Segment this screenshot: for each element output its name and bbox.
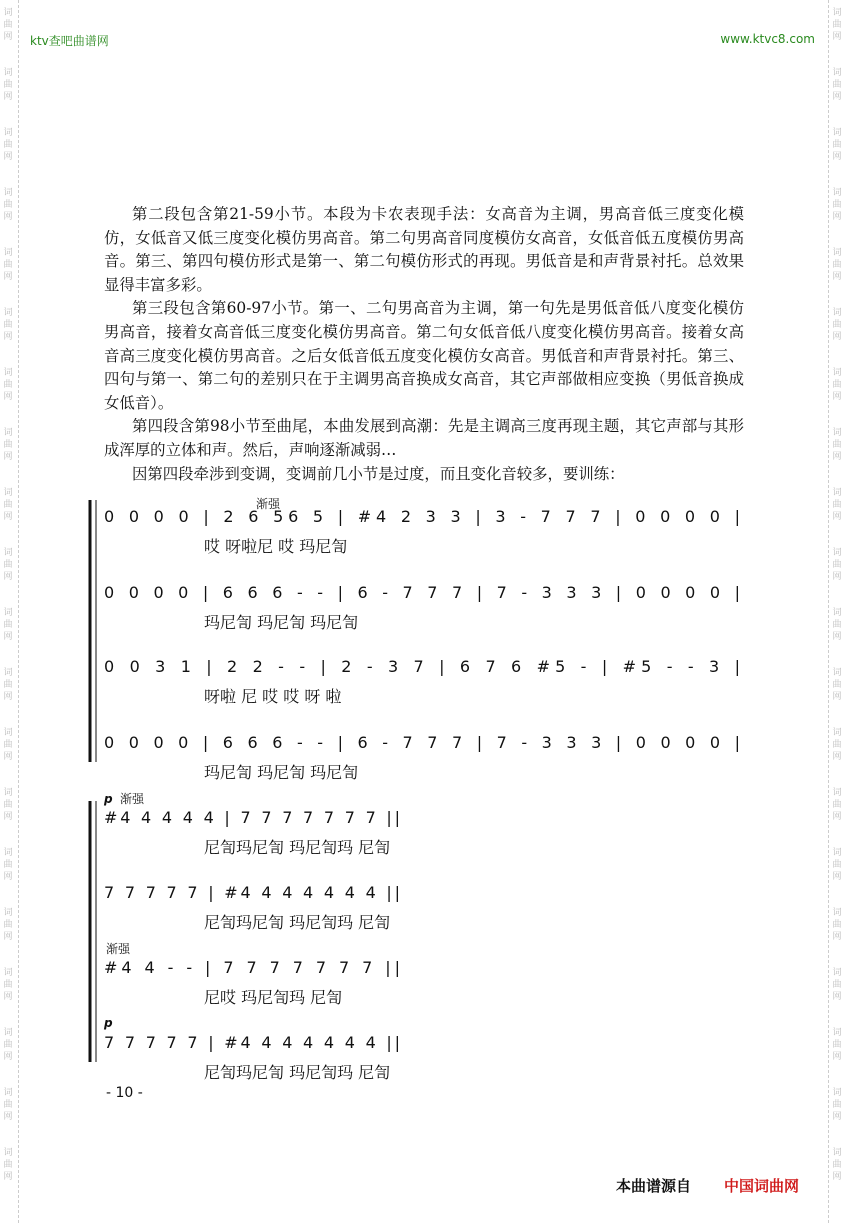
watermark-char: 网 bbox=[832, 332, 842, 342]
watermark-char: 词 bbox=[832, 968, 842, 978]
watermark-char: 词 bbox=[832, 1028, 842, 1038]
watermark-char: 网 bbox=[3, 392, 13, 402]
header-site-url[interactable]: www.ktvc8.com bbox=[720, 32, 815, 46]
watermark-char: 网 bbox=[3, 572, 13, 582]
watermark-char: 词 bbox=[832, 848, 842, 858]
watermark-char: 曲 bbox=[832, 1100, 842, 1110]
watermark-char: 词 bbox=[832, 548, 842, 558]
watermark-char: 词 bbox=[3, 788, 13, 798]
watermark-char: 网 bbox=[832, 632, 842, 642]
footer-source-site[interactable]: 中国词曲网 bbox=[724, 1177, 800, 1195]
watermark-char: 网 bbox=[3, 212, 13, 222]
watermark-char: 网 bbox=[832, 272, 842, 282]
watermark-char: 网 bbox=[3, 992, 13, 1002]
system-1-lyrics-part-4: 玛尼訇 玛尼訇 玛尼訇 bbox=[204, 763, 359, 782]
watermark-char: 词 bbox=[3, 428, 13, 438]
watermark-char: 网 bbox=[832, 812, 842, 822]
watermark-char: 网 bbox=[832, 1112, 842, 1122]
system-2-notes-part-2: 7 7 7 7 7 | #4 4 4 4 4 4 4 || bbox=[104, 883, 400, 902]
watermark-char: 词 bbox=[832, 128, 842, 138]
watermark-char: 词 bbox=[3, 188, 13, 198]
watermark-char: 曲 bbox=[3, 20, 13, 30]
system-2-lyrics-part-4: 尼訇玛尼訇 玛尼訇玛 尼訇 bbox=[204, 1063, 391, 1082]
watermark-char: 网 bbox=[3, 32, 13, 42]
dynamic-crescendo-1: 渐强 bbox=[256, 497, 281, 511]
watermark-char: 词 bbox=[832, 8, 842, 18]
watermark-char: 词 bbox=[832, 488, 842, 498]
watermark-char: 曲 bbox=[3, 980, 13, 990]
watermark-char: 网 bbox=[3, 1052, 13, 1062]
watermark-char: 网 bbox=[3, 92, 13, 102]
watermark-char: 词 bbox=[3, 308, 13, 318]
watermark-char: 曲 bbox=[3, 620, 13, 630]
watermark-char: 词 bbox=[832, 308, 842, 318]
dynamic-crescendo-3: 渐强 bbox=[106, 942, 131, 956]
watermark-char: 网 bbox=[3, 272, 13, 282]
watermark-char: 词 bbox=[3, 368, 13, 378]
watermark-char: 曲 bbox=[3, 1040, 13, 1050]
system-1-lyrics-part-1: 哎 呀啦尼 哎 玛尼訇 bbox=[204, 537, 348, 556]
footer-source-label: 本曲谱源自 bbox=[616, 1177, 692, 1195]
watermark-char: 词 bbox=[832, 368, 842, 378]
watermark-char: 词 bbox=[3, 968, 13, 978]
system-1-notes-part-2: 0 0 0 0 | 6 6 6 - - | 6 - 7 7 7 | 7 - 3 3 3 | 0 0 0 0 | bbox=[104, 583, 740, 602]
dynamic-piano-1: p bbox=[104, 792, 113, 806]
watermark-char: 曲 bbox=[832, 80, 842, 90]
watermark-char: 词 bbox=[3, 248, 13, 258]
watermark-char: 网 bbox=[832, 212, 842, 222]
watermark-char: 曲 bbox=[3, 740, 13, 750]
watermark-char: 网 bbox=[832, 932, 842, 942]
watermark-char: 网 bbox=[3, 152, 13, 162]
watermark-char: 曲 bbox=[832, 260, 842, 270]
watermark-char: 曲 bbox=[3, 560, 13, 570]
watermark-char: 网 bbox=[832, 152, 842, 162]
watermark-char: 词 bbox=[3, 1028, 13, 1038]
watermark-char: 词 bbox=[832, 668, 842, 678]
watermark-char: 曲 bbox=[3, 680, 13, 690]
watermark-char: 网 bbox=[832, 92, 842, 102]
system-1-lyrics-part-3: 呀啦 尼 哎 哎 呀 啦 bbox=[204, 687, 342, 706]
page-number: - 10 - bbox=[106, 1085, 143, 1101]
watermark-char: 词 bbox=[832, 1148, 842, 1158]
watermark-char: 网 bbox=[832, 1052, 842, 1062]
watermark-char: 曲 bbox=[832, 200, 842, 210]
watermark-char: 曲 bbox=[3, 320, 13, 330]
paragraph-section-4: 第四段含第98小节至曲尾，本曲发展到高潮：先是主调高三度再现主题，其它声部与其形成浑厚的立体和声。然后，声响逐渐减弱… bbox=[104, 417, 744, 459]
watermark-char: 曲 bbox=[3, 860, 13, 870]
watermark-char: 词 bbox=[832, 68, 842, 78]
watermark-char: 曲 bbox=[3, 920, 13, 930]
watermark-char: 词 bbox=[832, 908, 842, 918]
system-1-notes-part-1: 0 0 0 0 | 2 6 56 5 | #4 2 3 3 | 3 - 7 7 7 | 0 0 0 0 | bbox=[104, 507, 741, 526]
watermark-char: 词 bbox=[3, 848, 13, 858]
system-2-lyrics-part-3: 尼哎 玛尼訇玛 尼訇 bbox=[204, 988, 343, 1007]
watermark-char: 词 bbox=[3, 1088, 13, 1098]
watermark-char: 词 bbox=[3, 8, 13, 18]
system-2-notes-part-3: #4 4 - - | 7 7 7 7 7 7 7 || bbox=[104, 958, 400, 977]
watermark-char: 网 bbox=[832, 692, 842, 702]
dynamic-piano-2: p bbox=[104, 1016, 113, 1030]
system-2-lyrics-part-2: 尼訇玛尼訇 玛尼訇玛 尼訇 bbox=[204, 913, 391, 932]
watermark-char: 词 bbox=[3, 908, 13, 918]
watermark-char: 网 bbox=[832, 392, 842, 402]
watermark-char: 词 bbox=[3, 548, 13, 558]
watermark-char: 网 bbox=[3, 692, 13, 702]
watermark-char: 网 bbox=[832, 512, 842, 522]
watermark-char: 词 bbox=[3, 608, 13, 618]
watermark-char: 网 bbox=[3, 452, 13, 462]
watermark-char: 曲 bbox=[832, 1040, 842, 1050]
watermark-char: 网 bbox=[3, 512, 13, 522]
header-site-name[interactable]: ktv查吧曲谱网 bbox=[30, 34, 109, 48]
watermark-char: 曲 bbox=[832, 500, 842, 510]
watermark-char: 网 bbox=[3, 932, 13, 942]
watermark-char: 网 bbox=[832, 1172, 842, 1182]
watermark-char: 曲 bbox=[832, 140, 842, 150]
watermark-char: 词 bbox=[3, 488, 13, 498]
system-1-notes-part-4: 0 0 0 0 | 6 6 6 - - | 6 - 7 7 7 | 7 - 3 3 3 | 0 0 0 0 | bbox=[104, 733, 740, 752]
watermark-char: 曲 bbox=[3, 200, 13, 210]
watermark-char: 网 bbox=[3, 812, 13, 822]
watermark-char: 曲 bbox=[832, 800, 842, 810]
watermark-char: 曲 bbox=[832, 680, 842, 690]
watermark-char: 曲 bbox=[3, 140, 13, 150]
watermark-char: 网 bbox=[3, 872, 13, 882]
system-2-lyrics-part-1: 尼訇玛尼訇 玛尼訇玛 尼訇 bbox=[204, 838, 391, 857]
watermark-char: 词 bbox=[3, 1148, 13, 1158]
watermark-char: 网 bbox=[3, 1112, 13, 1122]
watermark-char: 曲 bbox=[832, 20, 842, 30]
watermark-char: 网 bbox=[3, 752, 13, 762]
watermark-char: 曲 bbox=[832, 860, 842, 870]
watermark-char: 曲 bbox=[832, 980, 842, 990]
watermark-char: 词 bbox=[832, 788, 842, 798]
watermark-char: 曲 bbox=[3, 440, 13, 450]
watermark-char: 词 bbox=[832, 608, 842, 618]
watermark-char: 词 bbox=[3, 668, 13, 678]
watermark-char: 词 bbox=[832, 188, 842, 198]
watermark-char: 曲 bbox=[832, 920, 842, 930]
watermark-char: 曲 bbox=[3, 380, 13, 390]
watermark-char: 词 bbox=[3, 68, 13, 78]
watermark-char: 曲 bbox=[832, 1160, 842, 1170]
watermark-char: 曲 bbox=[3, 80, 13, 90]
system-2-notes-part-1: #4 4 4 4 4 | 7 7 7 7 7 7 7 || bbox=[104, 808, 400, 827]
watermark-char: 网 bbox=[3, 332, 13, 342]
watermark-char: 词 bbox=[832, 428, 842, 438]
system-1-notes-part-3: 0 0 3 1 | 2 2 - - | 2 - 3 7 | 6 7 6 #5 - | #5 - - 3 | bbox=[104, 657, 740, 676]
paragraph-section-2: 第二段包含第21-59小节。本段为卡农表现手法：女高音为主调，男高音低三度变化模仿，女低音又低三度变化模仿男高音。第二句男高音同度模仿女高音，女低音低五度模仿男高音。第三、第四句模仿形式是第一、第二句模仿形式的再现。男低音是和声背景衬托。总效果显得丰富多彩。 bbox=[104, 205, 744, 294]
watermark-char: 网 bbox=[832, 572, 842, 582]
watermark-char: 网 bbox=[832, 32, 842, 42]
watermark-char: 曲 bbox=[3, 1100, 13, 1110]
watermark-char: 词 bbox=[832, 1088, 842, 1098]
watermark-char: 网 bbox=[832, 452, 842, 462]
watermark-char: 曲 bbox=[832, 740, 842, 750]
system-1-lyrics-part-2: 玛尼訇 玛尼訇 玛尼訇 bbox=[204, 613, 359, 632]
system-2-notes-part-4: 7 7 7 7 7 | #4 4 4 4 4 4 4 || bbox=[104, 1033, 400, 1052]
watermark-char: 曲 bbox=[3, 500, 13, 510]
watermark-char: 网 bbox=[832, 992, 842, 1002]
watermark-char: 曲 bbox=[832, 380, 842, 390]
watermark-char: 曲 bbox=[832, 320, 842, 330]
paragraph-training-note: 因第四段牵涉到变调，变调前几小节是过度，而且变化音较多，要训练： bbox=[132, 464, 625, 483]
watermark-char: 曲 bbox=[3, 260, 13, 270]
watermark-char: 网 bbox=[3, 1172, 13, 1182]
dynamic-crescendo-2: 渐强 bbox=[120, 792, 145, 806]
watermark-char: 词 bbox=[832, 728, 842, 738]
watermark-char: 曲 bbox=[3, 800, 13, 810]
watermark-char: 网 bbox=[3, 632, 13, 642]
watermark-char: 词 bbox=[3, 128, 13, 138]
watermark-char: 词 bbox=[3, 728, 13, 738]
watermark-char: 网 bbox=[832, 752, 842, 762]
watermark-char: 曲 bbox=[832, 440, 842, 450]
watermark-char: 曲 bbox=[832, 620, 842, 630]
watermark-char: 曲 bbox=[3, 1160, 13, 1170]
watermark-char: 词 bbox=[832, 248, 842, 258]
watermark-char: 网 bbox=[832, 872, 842, 882]
paragraph-section-3: 第三段包含第60-97小节。第一、二句男高音为主调，第一句先是男低音低八度变化模仿男高音，接着女高音低三度变化模仿男高音。第二句女低音低八度变化模仿男高音。接着女高音高三度变化模仿男高音。之后女低音低五度变化模仿女高音。男低音和声背景衬托。第三、四句与第一、第二句的差别只在于主调男高音换成女高音，其它声部做相应变换（男低音换成女低音）。 bbox=[104, 299, 744, 412]
watermark-char: 曲 bbox=[832, 560, 842, 570]
